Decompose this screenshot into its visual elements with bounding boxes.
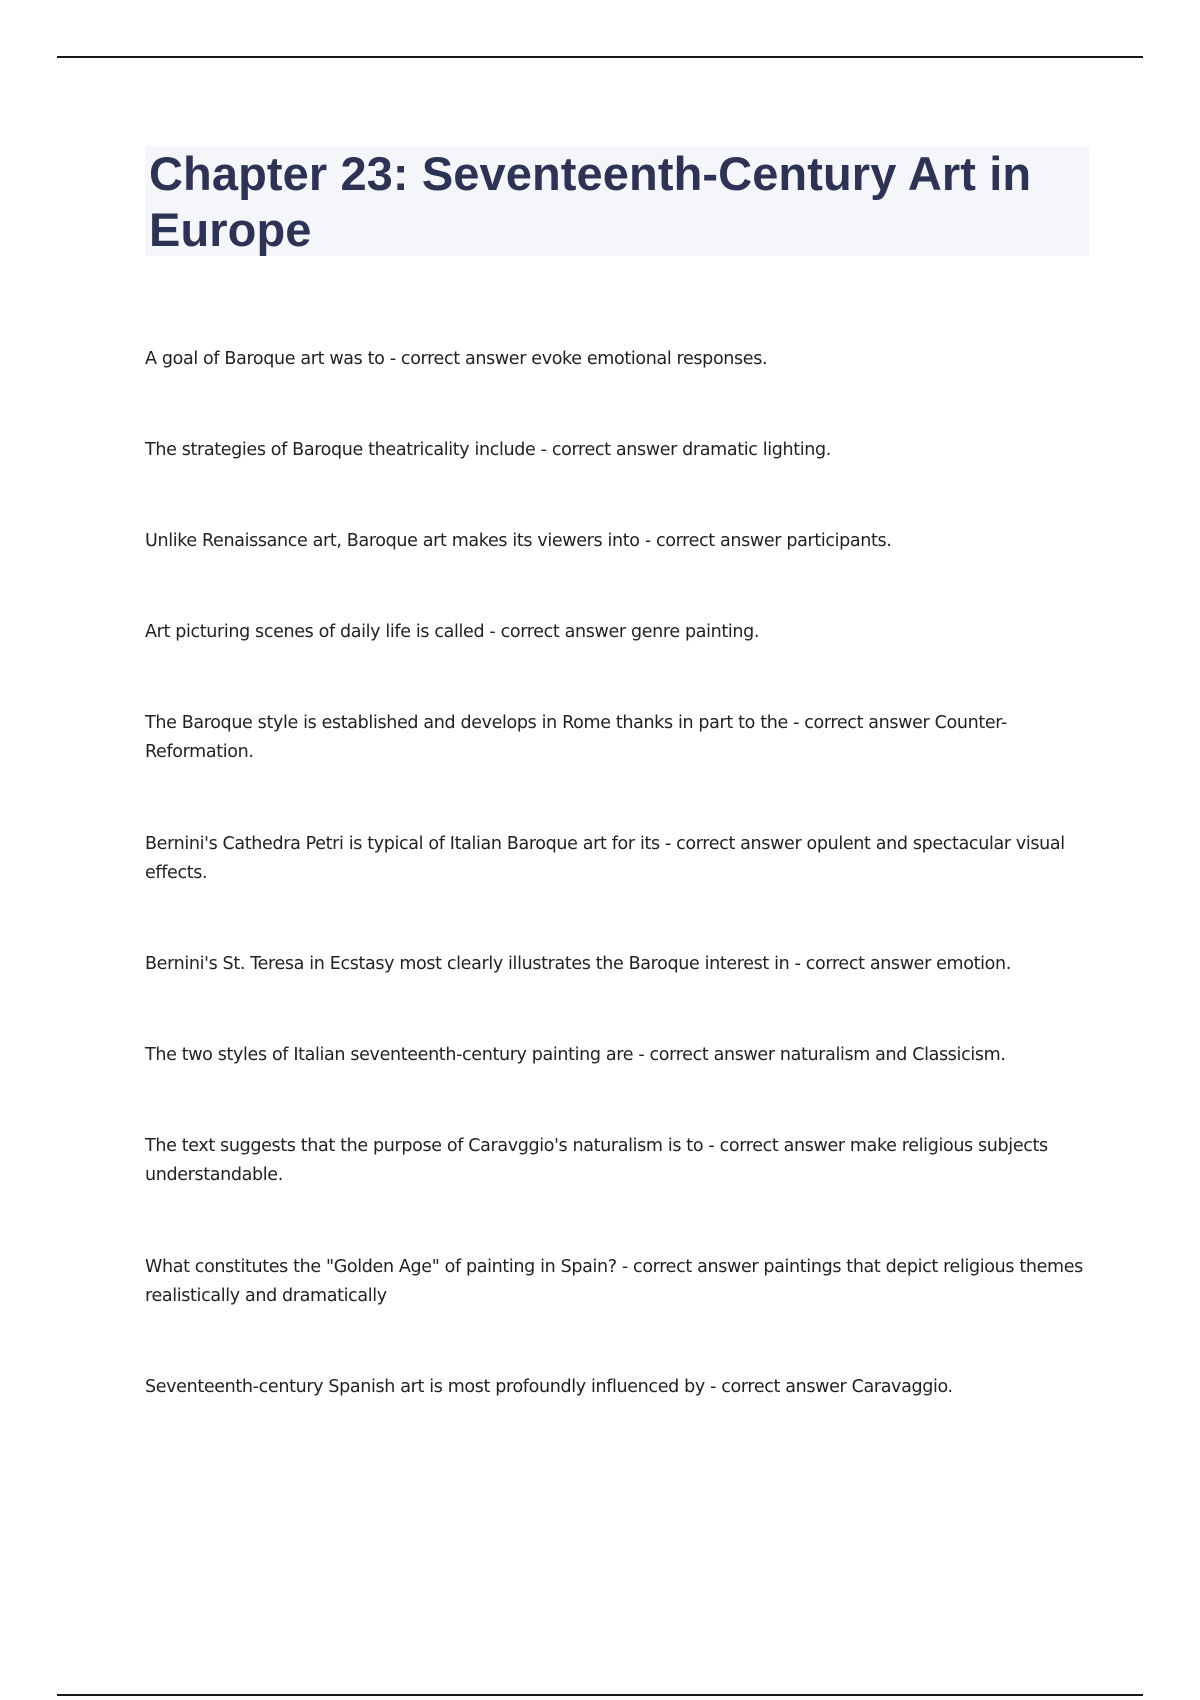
bottom-rule (57, 1694, 1143, 1696)
qa-item: What constitutes the "Golden Age" of painting in Spain? - correct answer paintings that depict religious themes realistically and dramatically (145, 1257, 1083, 1306)
qa-item: Unlike Renaissance art, Baroque art makes its viewers into - correct answer participants. (145, 531, 892, 551)
title-block (145, 146, 1089, 256)
qa-item: The strategies of Baroque theatricality include - correct answer dramatic lighting. (145, 440, 831, 460)
qa-item: A goal of Baroque art was to - correct answer evoke emotional responses. (145, 349, 768, 369)
qa-item: The two styles of Italian seventeenth-century painting are - correct answer naturalism and Classicism. (145, 1045, 1006, 1065)
top-rule (57, 56, 1143, 58)
qa-item: The text suggests that the purpose of Caravggio's naturalism is to - correct answer make religious subjects understandable. (145, 1136, 1048, 1185)
qa-item: Seventeenth-century Spanish art is most profoundly influenced by - correct answer Caravaggio. (145, 1377, 953, 1397)
qa-item: Bernini's Cathedra Petri is typical of Italian Baroque art for its - correct answer opulent and spectacular visual effects. (145, 834, 1065, 883)
qa-item: Bernini's St. Teresa in Ecstasy most clearly illustrates the Baroque interest in - correct answer emotion. (145, 954, 1011, 974)
qa-item: Art picturing scenes of daily life is called - correct answer genre painting. (145, 622, 760, 642)
page-title: Chapter 23: Seventeenth-Century Art in Europe (149, 147, 1032, 256)
qa-item: The Baroque style is established and develops in Rome thanks in part to the - correct answer Counter-Reformation. (145, 713, 1007, 762)
